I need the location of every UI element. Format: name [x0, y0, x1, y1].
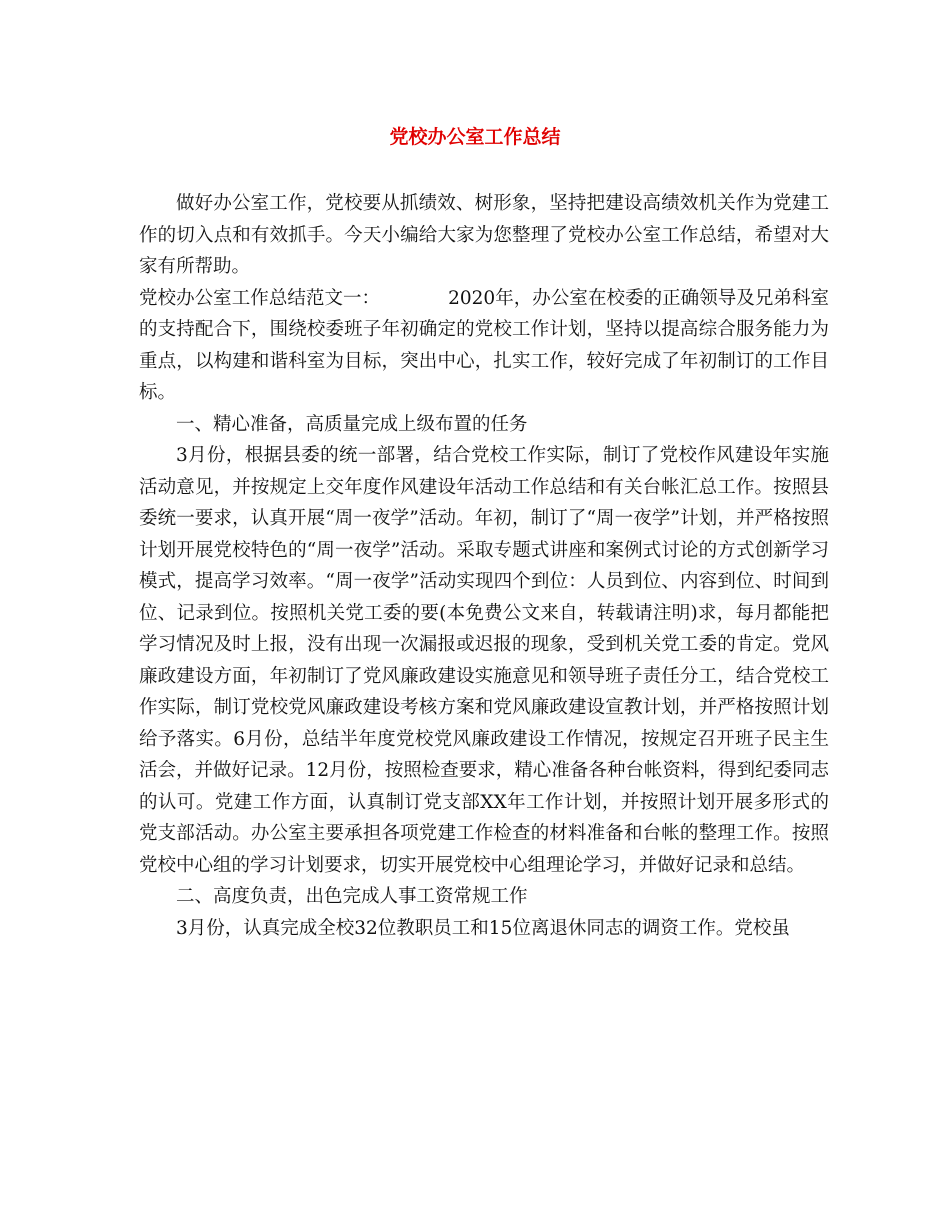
sample-label: 党校办公室工作总结范文一： [139, 287, 381, 309]
section-body-2: 3月份，认真完成全校32位教职员工和15位离退休同志的调资工作。党校虽 [176, 917, 790, 939]
section-heading-1: 一、精心准备，高质量完成上级布置的任务 [176, 413, 528, 435]
intro-paragraph: 做好办公室工作，党校要从抓绩效、树形象，坚持把建设高绩效机关作为党建工作的切入点和有效抓手。今天小编给大家为您整理了党校办公室工作总结，希望对大家有所帮助。 [139, 193, 829, 277]
sample-body: 2020年，办公室在校委的正确领导及兄弟科室的支持配合下，围绕校委班子年初确定的党校工作计划，坚持以提高综合服务能力为重点，以构建和谐科室为目标，突出中心，扎实工作，较好完成了年初制订的工作目标。 [139, 287, 829, 403]
section-body-1: 3月份，根据县委的统一部署，结合党校工作实际，制订了党校作风建设年实施活动意见，并按规定上交年度作风建设年活动工作总结和有关台帐汇总工作。按照县委统一要求，认真开展“周一夜学”活动。年初，制订了“周一夜学”计划，并严格按照计划开展党校特色的“周一夜学”活动。采取专题式讲座和案例式讨论的方式创新学习模式，提高学习效率。“周一夜学”活动实现四个到位：人员到位、内容到位、时间到位、记录到位。按照机关党工委的要(本免费公文来自，转载请注明)求，每月都能把学习情况及时上报，没有出现一次漏报或迟报的现象，受到机关党工委的肯定。党风廉政建设方面，年初制订了党风廉政建设实施意见和领导班子责任分工，结合党校工作实际，制订党校党风廉政建设考核方案和党风廉政建设宣教计划，并严格按照计划给予落实。6月份，总结半年度党校党风廉政建设工作情况，按规定召开班子民主生活会，并做好记录。12月份，按照检查要求，精心准备各种台帐资料，得到纪委同志的认可。党建工作方面，认真制订党支部XX年工作计划，并按照计划开展多形式的党支部活动。办公室主要承担各项党建工作检查的材料准备和台帐的整理工作。按照党校中心组的学习计划要求，切实开展党校中心组理论学习，并做好记录和总结。 [139, 445, 829, 876]
document-title: 党校办公室工作总结 [389, 126, 561, 148]
document-body [139, 188, 829, 944]
section-heading-2: 二、高度负责，出色完成人事工资常规工作 [176, 886, 528, 907]
sample-paragraph [139, 283, 829, 409]
